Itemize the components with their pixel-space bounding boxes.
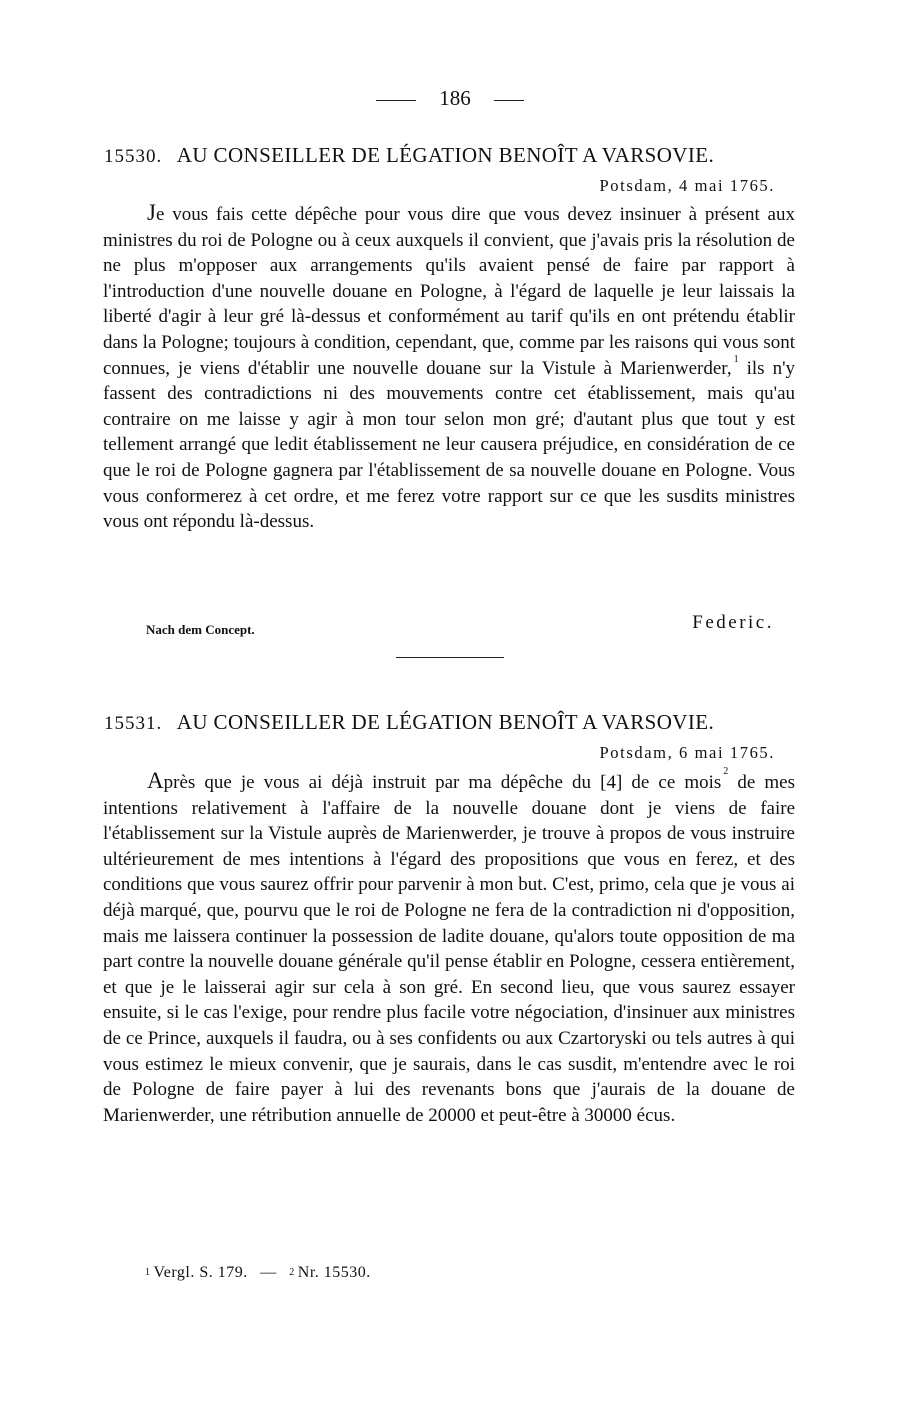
letter-body xyxy=(103,768,795,1128)
footnote-text: Vergl. S. 179. xyxy=(153,1264,248,1281)
letter-heading xyxy=(104,143,794,168)
letter-place-date: Potsdam, 4 mai 1765. xyxy=(599,176,775,195)
body-text-part: de mes intentions relativement à l'affaire de la nouvelle douane dont je viens de faire l'établissement sur la Vistule auprès de Marienwerder, je trouve à propos de vous instruire ultérieurement de mes intentions à l'égard des propositions que vous en ferez, et des conditions que vous saurez offrir pour parvenir à mon but. C'est, primo, cela que je vous ai déjà marqué, que, pourvu que le roi de Pologne ne fera de la contradiction ni d'opposition, mais me laissera continuer la possession de ladite douane, qu'alors toute opposition de ma part contre la nouvelle douane générale qu'il pense établir en Pologne, cessera entièrement, et que je le laisserai agir sur cela à son gré. En second lieu, que vous saurez essayer ensuite, si le cas l'exige, pour rendre plus facile votre négociation, d'insinuer aux ministres de ce Prince, auxquels il faudra, ou à ses confidents ou aux Czartoryski ou tels autres à qui vous estimez le mieux convenir, que je saurais, dans le cas susdit, m'entendre avec le roi de Pologne de faire payer à lui des revenants bons que j'aurais de la douane de Marienwerder, une rétribution annuelle de 20000 et peut-être à 30000 écus. xyxy=(103,772,796,1126)
letter-heading xyxy=(104,710,794,735)
body-text-part: près que je vous ai déjà instruit par ma dépêche du [4] de ce mois xyxy=(163,772,722,793)
header-dash-left xyxy=(376,100,416,101)
initial-letter: J xyxy=(147,200,156,225)
page-number: 186 xyxy=(439,86,471,110)
section-divider xyxy=(396,657,504,658)
footnote-mark: 1 xyxy=(733,353,739,365)
source-note: Nach dem Concept. xyxy=(146,622,255,637)
footnote-separator: — xyxy=(260,1264,277,1281)
footnote-text: Nr. 15530. xyxy=(297,1264,371,1281)
body-text-part: ils n'y fassent des contradictions ni des mouvements contre cet établissement, mais qu'au contraire on me laisse y agir à mon tour selon mon gré; d'autant plus que tout y est tellement arrangé que ledit établissement ne leur causera préjudice, en considération de ce que le roi de Pologne gagnera par l'établissement de sa nouvelle douane en Pologne. Vous vous conformerez à cet ordre, et me ferez votre rapport sur ce que les susdits ministres vous ont répondu là-dessus. xyxy=(103,357,796,533)
signature: Federic. xyxy=(692,612,774,633)
letter-title: AU CONSEILLER DE LÉGATION BENOÎT A VARSOVIE. xyxy=(176,143,715,167)
letter-place-date: Potsdam, 6 mai 1765. xyxy=(599,743,775,762)
body-text-part: e vous fais cette dépêche pour vous dire que vous devez insinuer à présent aux ministres du roi de Pologne ou à ceux auxquels il convient, que j'avais pris la résolution de ne plus m'opposer aux arrangements qu'ils avaient pensé de faire par rapport à l'introduction d'une nouvelle douane en Pologne, à l'égard de laquelle je leur laissais la liberté d'agir à leur gré là-dessus et conformément au tarif qu'ils en ont prétendu établir dans la Pologne; toujours à condition, cependant, que, comme par les raisons qui vous sont connues, je viens d'établir une nouvelle douane sur la Vistule à Marienwerder, xyxy=(103,204,795,379)
header-dash-right xyxy=(494,100,524,101)
page-header xyxy=(0,86,900,111)
letter-body xyxy=(103,200,795,535)
initial-letter: A xyxy=(147,768,164,793)
footnote-mark: 1 xyxy=(145,1267,151,1278)
letter-number: 15530. xyxy=(104,146,163,167)
letter-paragraph xyxy=(103,200,795,535)
letter-number: 15531. xyxy=(104,713,163,734)
letter-paragraph xyxy=(103,768,795,1128)
footnote-mark: 2 xyxy=(723,766,729,777)
footnotes xyxy=(145,1264,371,1282)
letter-title: AU CONSEILLER DE LÉGATION BENOÎT A VARSOVIE. xyxy=(176,710,715,734)
footnote-mark: 2 xyxy=(289,1267,295,1278)
